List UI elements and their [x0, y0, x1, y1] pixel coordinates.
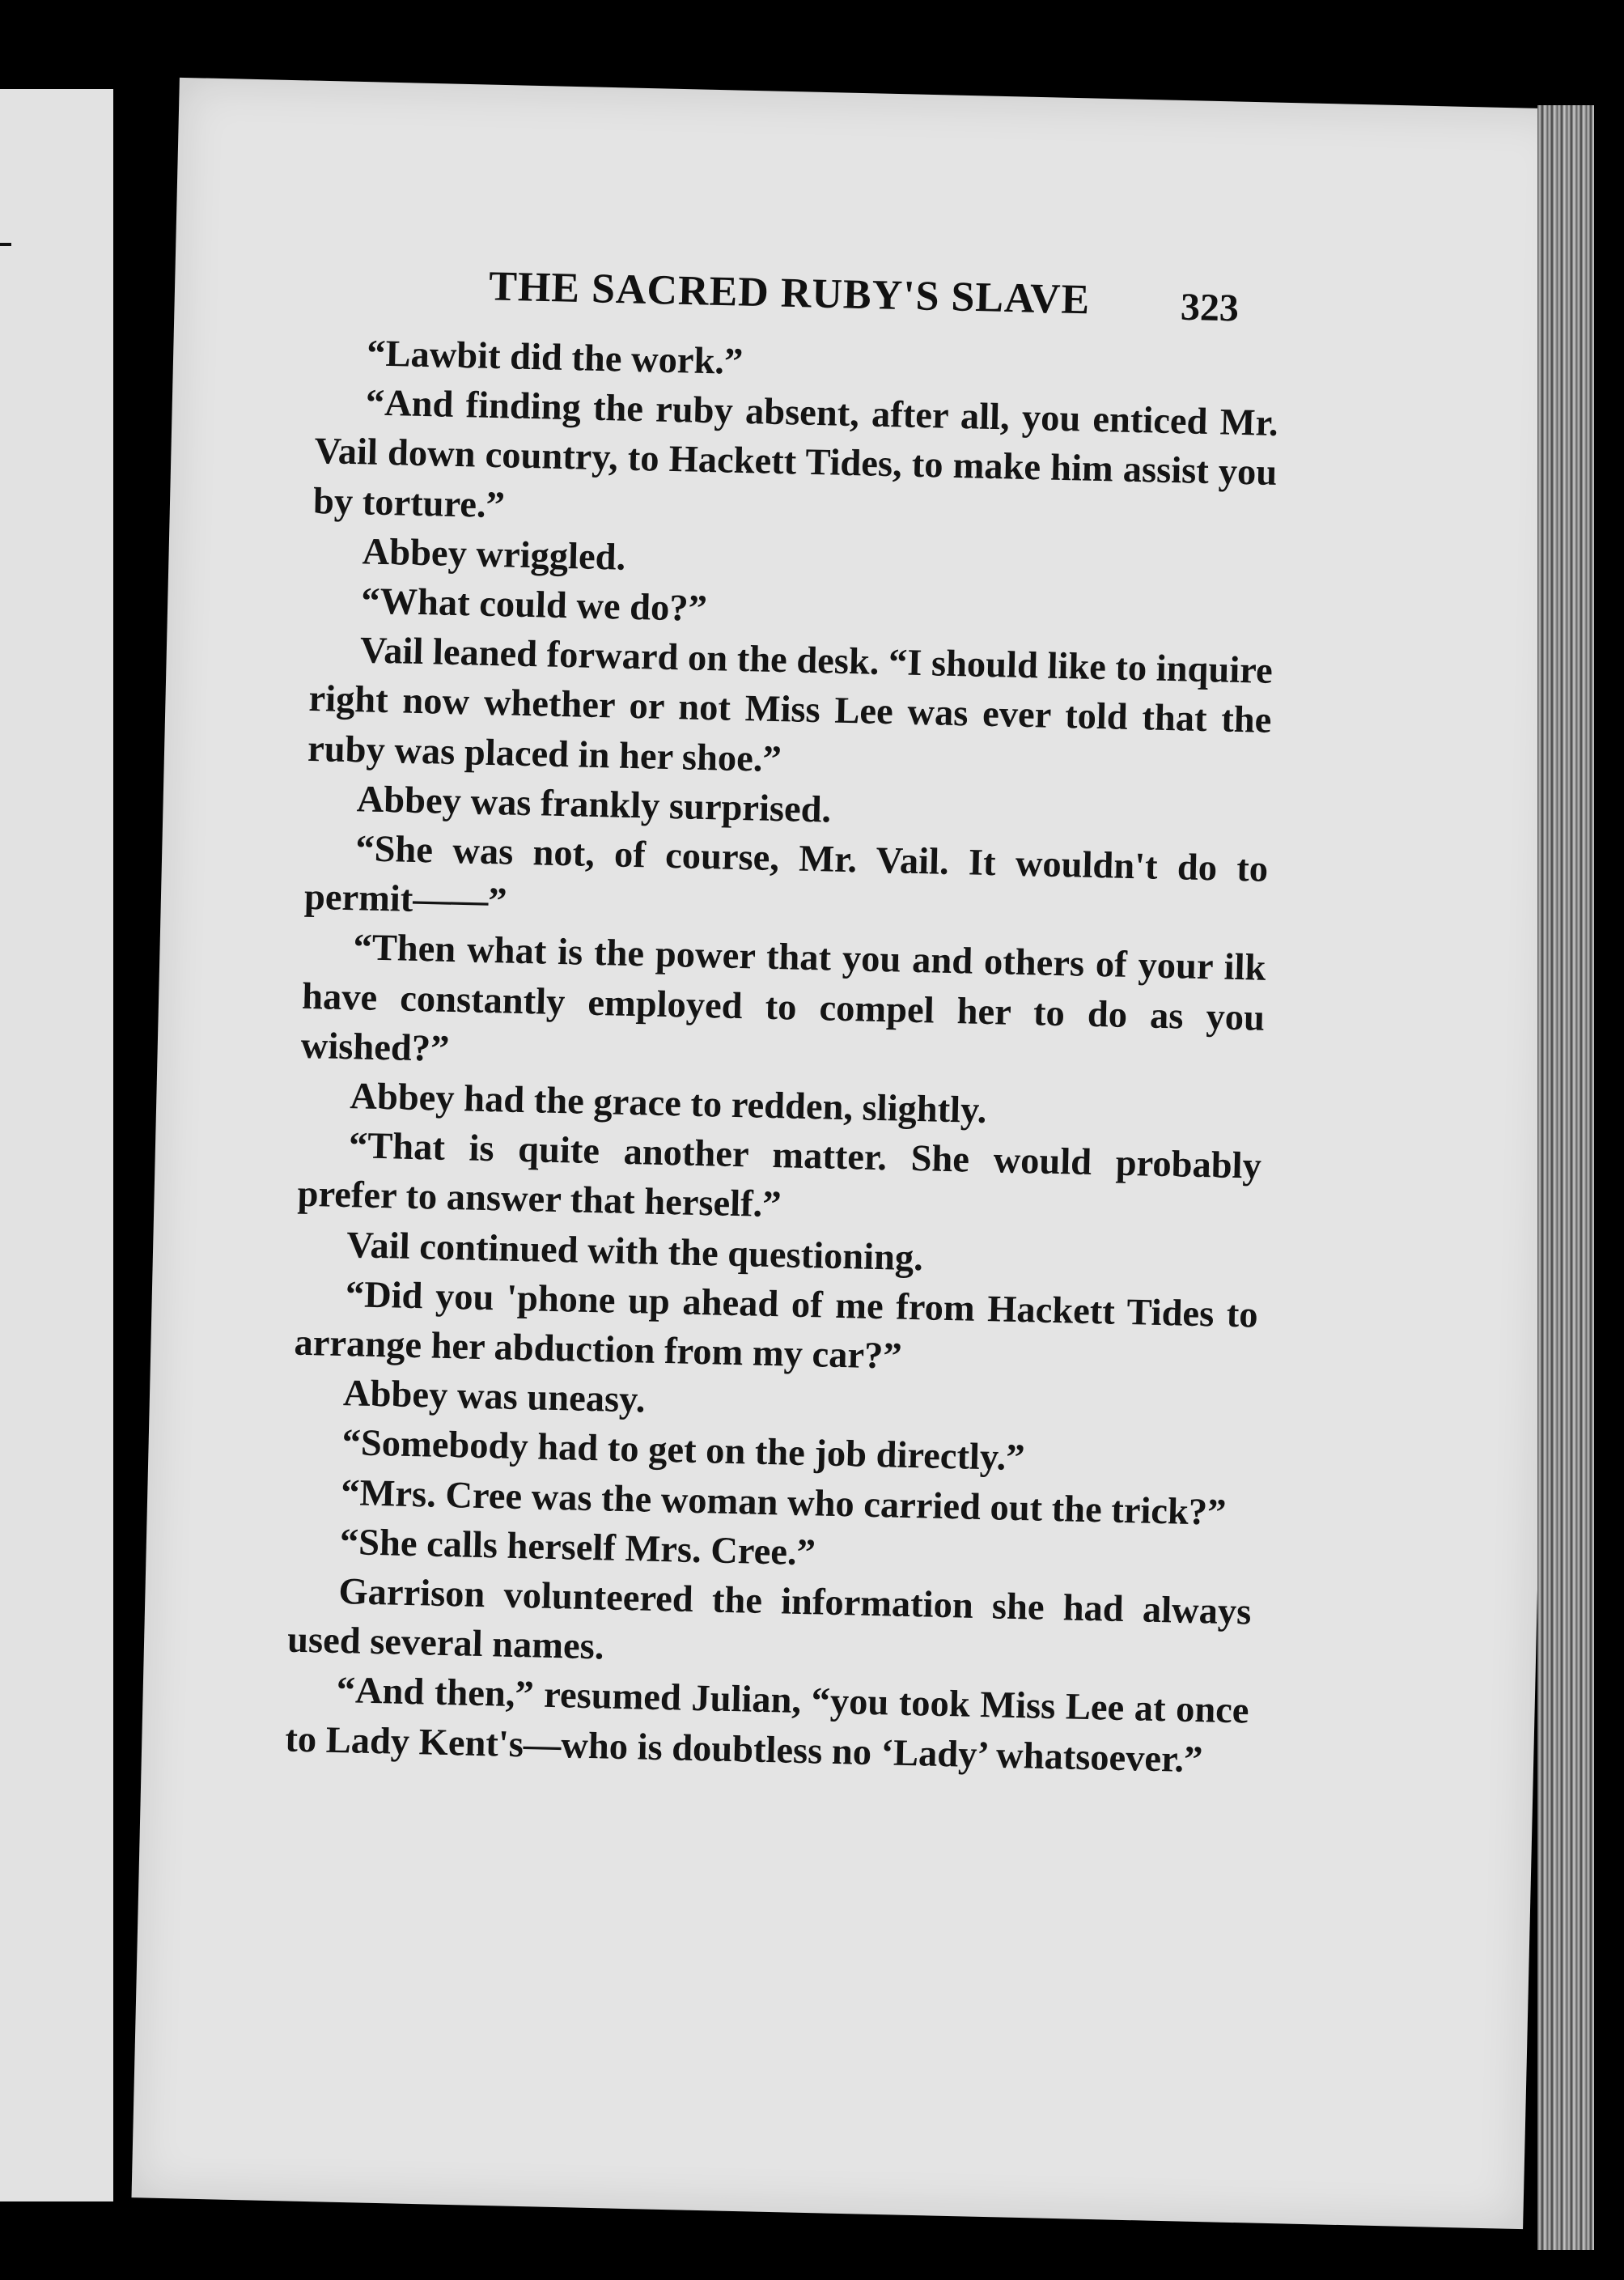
- paragraph: Abbey was uneasy.: [342, 1373, 647, 1421]
- paragraph: “She calls herself Mrs. Cree.”: [339, 1521, 816, 1574]
- paragraph: “And finding the ruby absent, after all, you enticed Mr. Vail down country, to Hackett Tides, to make him assist you by torture.”: [312, 382, 1279, 526]
- paragraph: “Did you 'phone up ahead of me from Hackett Tides to arrange her abduction from my car?”: [293, 1273, 1259, 1378]
- paragraph: “Then what is the power that you and others of your ilk have constantly employed to compel her to do as you wished?”: [300, 927, 1266, 1070]
- page-number: 323: [1180, 285, 1240, 330]
- paragraph: “What could we do?”: [360, 580, 708, 631]
- paragraph: Abbey was frankly surprised.: [356, 779, 832, 831]
- page-stack-edges: [1537, 105, 1594, 2250]
- margin-mark: [0, 243, 11, 246]
- paragraph: “Somebody had to get on the job directly.”: [341, 1422, 1026, 1480]
- paragraph: “Lawbit did the work.”: [366, 333, 744, 383]
- paragraph: Abbey wriggled.: [362, 531, 626, 579]
- running-head: THE SACRED RUBY'S SLAVE: [488, 263, 1091, 324]
- paragraph: “She was not, of course, Mr. Vail. It wouldn't do to permit——”: [303, 828, 1269, 923]
- paragraph: Abbey had the grace to redden, slightly.: [349, 1076, 987, 1132]
- paragraph: “Mrs. Cree was the woman who carried out the trick?”: [340, 1471, 1227, 1534]
- paragraph: Vail continued with the questioning.: [346, 1224, 924, 1279]
- body-text: [285, 328, 1280, 1785]
- paragraph: “And then,” resumed Julian, “you took Miss Lee at once to Lady Kent's—who is doubtless no ‘Lady’ whatsoever.”: [284, 1670, 1250, 1781]
- paragraph: Garrison volunteered the information she had always used several names.: [286, 1571, 1252, 1668]
- paragraph: Vail leaned forward on the desk. “I should like to inquire right now whether or not Miss Lee was ever told that the ruby was placed in her shoe.”: [307, 630, 1274, 780]
- paragraph: “That is quite another matter. She would probably prefer to answer that herself.”: [297, 1125, 1262, 1226]
- facing-page-edge: [0, 89, 113, 2201]
